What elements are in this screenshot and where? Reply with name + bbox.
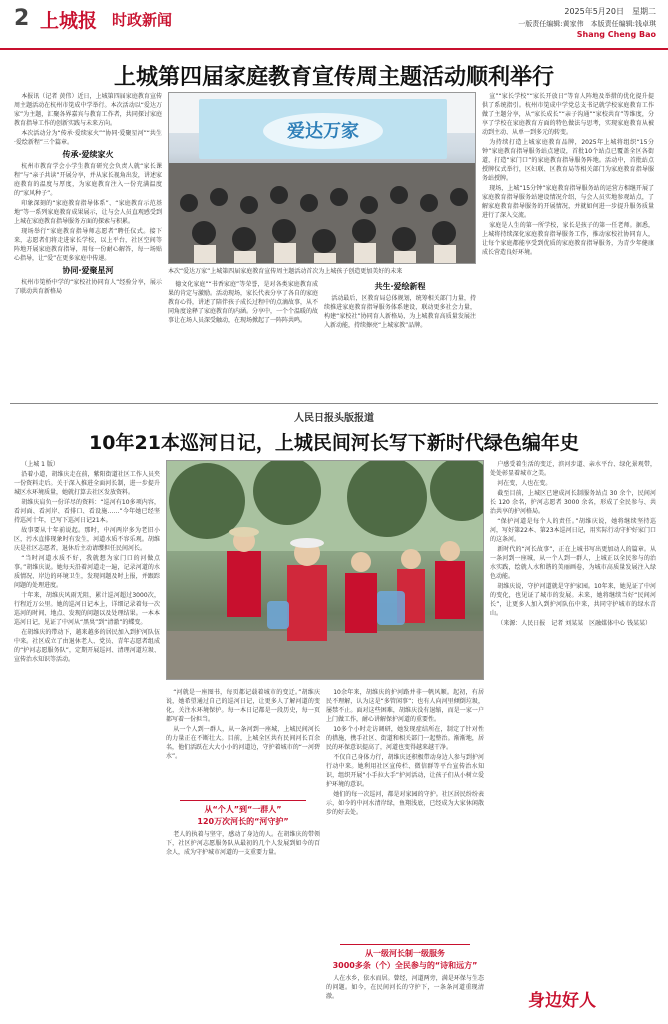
article1-col2 xyxy=(168,280,318,398)
event-photo-graphic xyxy=(169,93,476,264)
paper-logo: 上城报 xyxy=(40,10,98,32)
article2-col3c xyxy=(326,974,484,1016)
paragraph: 家庭是人生的第一所学校，家长是孩子的第一任老师。据悉，上城将持续深化家庭教育指导服务工作，推动家校社协同育人，让每个家庭都能享受到优质的家庭教育指导服务，为青少年健康成长营造良好环境。 xyxy=(482,222,654,256)
subheading: 共生·爱绘新程 xyxy=(374,282,426,291)
paragraph: 在胡维庆的带动下，越来越多的居民加入到护河队伍中来。社区成立了由退休老人、党员、青年志愿者组成的“护河志愿服务队”，定期开展巡河、清理河道垃圾、宣传治水知识等活动。 xyxy=(14,629,160,663)
article1-col2b xyxy=(324,280,476,398)
paragraph: 德文化家庭”“书香家庭”等荣誉，是对各类家庭教育成果的肯定与激励。活动现场，家长代表分享了各自的家庭教育心得，讲述了陪伴孩子成长过程中的点滴故事，从不同角度诠释了家庭教育的内涵。分享中，一个个温暖的故事让在场人员深受触动，在现场掀起了一阵阵共鸣。 xyxy=(168,281,318,324)
paragraph: 宣”“家长学校”“家长开放日”等育人阵地及举措的优化提升提供了系统指引。杭州市笕成中学党总支书记就学校家庭教育工作做了主题分享，从“家长成长”“亲子沟通”“家校共育”等维度，分享了学校在家庭教育方面的特色做法与思考，实现家庭教育从被动到主动、从单一到多元的转变。 xyxy=(482,93,654,136)
article1-col3 xyxy=(482,92,654,397)
article1-title: 上城第四届家庭教育宣传周主题活动顺利举行 xyxy=(113,65,554,90)
paragraph: 本次活动分为“传承·爱续家火”“协同·爱聚星河”“共生·爱绘新程”三个篇章。 xyxy=(14,130,162,146)
paragraph: “河就是一座图书，每页都记载着城市的变迁。”胡维庆说，她希望通过自己的巡河日记，让更多人了解河道的变化，关注水环境保护。每一本日记都是一段历史，每一页都写着一份担当。 xyxy=(166,689,320,723)
paragraph: 本报讯（记者 黄伟）近日，上城第四届家庭教育宣传周主题活动在杭州市笕成中学举行。本次活动以“爱达万家”为主题，汇聚各界嘉宾与教育工作者，共同探讨家庭教育指导工作的创新实践与未来方向。 xyxy=(14,93,162,127)
paragraph: “当时河道水质不好，我就想为家门口的河做点事。”胡维庆说。她每天沿着河道走一遍，记录河道的水质情况、岸边的环境卫生，发现问题及时上报，并跟踪问题的处理进度。 xyxy=(14,555,160,589)
article2-col4 xyxy=(490,460,656,982)
paragraph: 现场举行“家庭教育指导师志愿者”聘任仪式。接下来，志愿者们将走进家长学校，以上平台，社区空间等阵地开展家庭教育指导，用每一份耐心解答，每一场贴心指导，让“爱”在更多家庭中传递。 xyxy=(14,228,162,262)
paragraph: （来源：人民日报 记者 刘某某 区融媒体中心 钱某某） xyxy=(497,620,652,627)
editor-credits: 一版责任编辑:黄家伟 本版责任编辑:钱卓琪 xyxy=(518,20,656,28)
page-number: 2 xyxy=(14,6,30,31)
pull-quote-4: 3000多条（个）全民参与的“诗和远方” xyxy=(332,961,478,970)
volunteers-photo-graphic xyxy=(167,461,484,680)
article1-col1 xyxy=(14,92,162,397)
masthead xyxy=(0,0,668,50)
pull-quote-3: 从一级河长制一级服务 xyxy=(365,949,445,958)
paragraph: 截至目前，上城区已建成河长制服务站点 30 余个，民间河长 120 余名，护河志愿者 3000 余名，形成了全民参与、共治共享的护河格局。 xyxy=(490,490,656,515)
event-photo xyxy=(168,92,476,264)
section-title: 时政新闻 xyxy=(112,11,173,29)
paper-brand-latin: Shang Cheng Bao xyxy=(576,30,656,39)
article2-col2c xyxy=(166,830,320,1016)
paragraph: 河在变，人也在变。 xyxy=(497,480,552,487)
paragraph: 十年来，胡维庆风雨无阻，累计巡河超过3000次，行程近万公里。她的巡河日记本上，详细记录着每一次巡河的时间、地点、发现的问题以及处理结果。一本本巡河日记，见证了中河从“黑臭”到“清澈”的蝶变。 xyxy=(14,592,160,626)
svg-text:爱达万家: 爱达万家 xyxy=(287,121,359,142)
paragraph: 现场，上城“15分钟”家庭教育指导服务站的运营方相继开展了家庭教育指导服务站建设情况介绍，与会人员实地参观站点，了解家庭教育指导服务的开展情况，并就如何进一步提升服务质量进行了深入交流。 xyxy=(482,185,654,219)
paragraph: 不仅自己身体力行，胡维庆还积极带动身边人参与到护河行动中来。她利用社区宣传栏、微信群等平台宣传治水知识，组织开展“小手拉大手”护河活动，让孩子们从小树立爱护环境的意识。 xyxy=(326,754,484,788)
pull-quote-rule xyxy=(340,944,470,945)
paragraph: 新时代的“河长故事”，正在上城书写出更加动人的篇章。从一条河到一座城，从一个人到一群人，上城正以全民参与的治水实践，绘就人水和谐的美丽画卷，为城市高质量发展注入绿色动能。 xyxy=(490,546,656,580)
issue-date: 2025年5月20日 星期二 xyxy=(564,7,656,16)
paragraph: 10余年来，胡维庆的护河路并非一帆风顺。起初，有居民不理解，认为这是“多管闲事”；也有人向河里倾倒垃圾，屡禁不止。面对这些困难，胡维庆没有退缩，而是一家一户上门做工作，耐心讲解保护河道的重要性。 xyxy=(326,689,484,723)
pull-quote-1: 从“个人”到“一群人” xyxy=(204,805,282,814)
paragraph: （上城 1 版） xyxy=(21,461,59,468)
column-brand: 身边好人 xyxy=(528,991,596,1011)
paragraph: 胡维庆说，守护河道就是守护家园。10年来，她见证了中河的变化，也见证了城市的发展。未来，她将继续当好“民间河长”，让更多人加入到护河队伍中来，共同守护城市的绿水青山。 xyxy=(490,583,656,617)
article-divider xyxy=(10,403,658,404)
paragraph: 她们的每一次巡河，都是对家园的守护。社区居民纷纷表示，如今的中河水清岸绿，鱼翔浅底，已经成为大家休闲散步的好去处。 xyxy=(326,791,484,816)
photo-caption: 本次“爱达万家”上城第四届家庭教育宣传周主题活动首次为上城孩子创造更加美好的未来 xyxy=(168,268,403,275)
paragraph: 10多个小时走访调研，她发现症结所在，制定了针对性的措施，携手社区、街道和相关部门一起整治。渐渐地，居民的环保意识提高了，河道也变得越来越干净。 xyxy=(326,726,484,751)
paragraph: 为持续打造上城家庭教育品牌，2025年上城将组织“15分钟”家庭教育指导服务站点建设，首批10个站点已覆盖全区各街道，打造“家门口”的家庭教育指导服务阵地。活动中，首批站点授牌仪式举行，区妇联、区教育局等相关部门为家庭教育指导服务站授牌。 xyxy=(482,139,654,182)
subheading: 传承·爱续家火 xyxy=(62,150,114,159)
paragraph: 胡维庆肩负一份详尽的资料：“巡河有10多项内容，看河面、看河岸、看排口、看设施……”今年她已经坚持巡河十年，已写下巡河日记21本。 xyxy=(14,499,160,524)
pull-quote-2: 120万次河长的“河守护” xyxy=(197,817,289,826)
paragraph: 从一个人到一群人，从一条河到一座城，上城民间河长的力量正在不断壮大。目前，上城全区共有民间河长百余名，他们活跃在大大小小的河道边，守护着城市的“一河碧水”。 xyxy=(166,726,320,760)
paragraph: “保护河道是每个人的责任。”胡维庆说，她将继续坚持巡河，写好第22本、第23本巡河日记，用实际行动守护好家门口的这条河。 xyxy=(490,518,656,543)
article2-kicker: 人民日报头版报道 xyxy=(294,413,374,424)
paragraph: 沿着小道，胡维庆走在前，紫阳街道社区工作人员夹一份资料走后。关于深入推进全面河长制，进一步提升城区水环境质量，她就打算去社区发放资料。 xyxy=(14,471,160,496)
paragraph: 杭州市笕桥中学的“家校社协同育人”经验分享，展示了联动共育新格局 xyxy=(14,279,162,295)
subheading: 协同·爱聚星河 xyxy=(62,266,114,275)
article2-col1 xyxy=(14,460,160,1016)
article2-col3 xyxy=(326,688,484,936)
paragraph: 人在水乡，依水而居。曾经，河道两旁，满是环保与生态的问题。如今，在民间河长的守护下，一条条河道重现清澈。 xyxy=(326,975,484,1000)
paragraph: 故事要从十年前说起。那时，中河两岸多为老旧小区，污水直排现象时有发生，河道水质不容乐观。胡维庆是社区志愿者，退休后主动请缨担任民间河长。 xyxy=(14,527,160,552)
paragraph: 杭州市教育学会小学生教育研究会负责人就“家长课程”与“亲子共读”开展分享，并从家长视角出发，讲述家庭教育的温度与厚度，为家庭教育注入一份充满温度的“家风种子”。 xyxy=(14,163,162,197)
paragraph: 户感受着生活的变迁，滨河步道、亲水平台、绿化景观带，处处彰显着城市之美。 xyxy=(490,461,656,477)
volunteers-photo xyxy=(166,460,484,680)
paragraph: 老人的执着与坚守，感动了身边的人。在胡维庆的带领下，社区护河志愿服务队从最初的几个人发展到如今的百余人，成为守护城市河道的一支重要力量。 xyxy=(166,831,320,856)
article2-title: 10年21本巡河日记，上城民间河长写下新时代绿色编年史 xyxy=(89,432,579,454)
paragraph: 印象深刻的“家庭教育指导体系”、“家庭教育示范基地”等一系列家庭教育成果展示，让与会人员直观感受到上城在家庭教育指导服务方面的探索与积累。 xyxy=(14,200,162,225)
paragraph: 活动最后，区教育局总体规划，统筹相关部门力量，持续推进家庭教育指导服务体系建设，联动更多社会力量，构建“家校社”协同育人新格局，为上城教育高质量发展注入新动能，持续擦亮“上城家教”品牌。 xyxy=(324,295,476,329)
pull-quote-rule xyxy=(180,800,306,801)
